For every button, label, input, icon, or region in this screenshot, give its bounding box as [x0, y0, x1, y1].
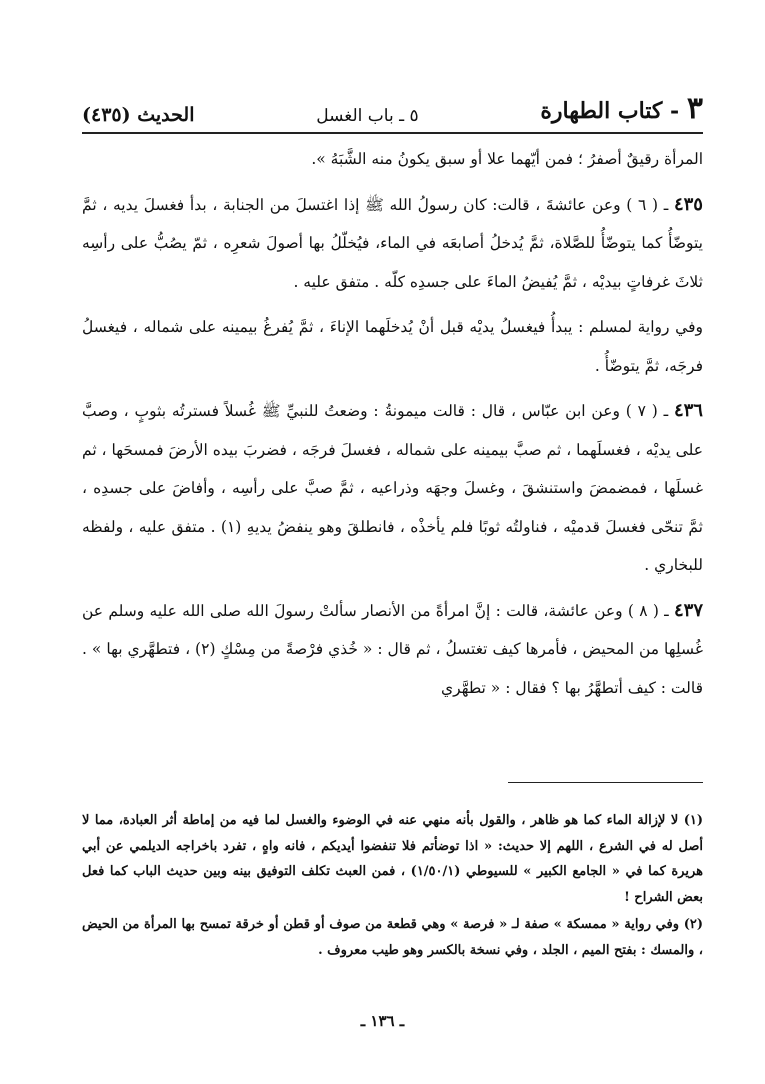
- hadith-range: الحديث (٤٣٥): [82, 104, 195, 126]
- footnote: (١) لا لإزالة الماء كما هو ظاهر ، والقول بأنه منهي عنه في الوضوء والغسل لما فيه من إماطة أثر العبادة، مما لا أصل له في الشرع ، اللهم إلا حديث: « اذا توضأتم فلا تنفضوا أيديكم ، فانه واهٍ ، تفرد باخراجه الديلمي عن أبي هريرة كما في « الجامع الكبير » للسيوطي (١/٥٠/١) ، فمن العبث تكلف التوفيق بينه وبين حديث الباب كما فعل بعض الشراح !: [82, 813, 703, 905]
- paragraph-text: ـ ( ٨ ) وعن عائشة، قالت : إنَّ امرأةً من الأنصار سألتْ رسولَ الله صلى الله عليه وسلم عن غُسلِها من المحيض ، فأمرها كيف تغتسلُ ، ثم قال : « خُذي فرْصةً من مِسْكٍ (٢) ، فتطهَّري بها » . قالت : كيف أتطهَّرُ بها ؟ فقال : « تطهَّري: [82, 601, 703, 697]
- hadith-paragraph: [82, 186, 703, 302]
- chapter-title: ٥ ـ باب الغسل: [316, 106, 419, 126]
- hadith-paragraph: [82, 392, 703, 585]
- paragraph-text: وفي رواية لمسلم : يبدأُ فيغسلُ يديْه قبل أنْ يُدخلَهما الإناءَ ، ثمَّ يُفرغُ بيمينه على شماله ، فيغسلُ فرجَه، ثمَّ يتوضّأُ .: [82, 318, 703, 375]
- footnotes: [82, 808, 703, 965]
- paragraph-text: ـ ( ٦ ) وعن عائشةَ ، قالت: كان رسولُ الله ﷺ إذا اغتسلَ من الجنابة ، بدأ فغسلَ يديه ، ثمَّ يتوضّأُ كما يتوضّأُ للصَّلاة، ثمَّ يُدخلُ أصابعَه في الماء، فيُخلّلُ بها أصولَ شعرِه ، ثمّ يصُبُّ على رأسِه ثلاثَ غرفاتٍ بيديْه ، ثمَّ يُفيضُ الماءَ على جسدِه كلّه . متفق عليه .: [82, 195, 703, 291]
- page-number: ـ ١٣٦ ـ: [360, 1012, 405, 1030]
- paragraph-text: ـ ( ٧ ) وعن ابن عبّاس ، قال : قالت ميمونةُ : وضعتُ للنبيِّ ﷺ غُسلاً فسترتُه بثوبٍ ، وصبَّ على يديْه ، فغسلَهما ، ثم صبَّ بيمينه على شماله ، فغسلَ فرجَه ، فضربَ بيده الأرضَ فمسحَها ، ثم غسلَها ، فمضمضَ واستنشقَ ، وغسلَ وجهَه وذراعيه ، ثمَّ صبَّ على رأسِه ، وأفاضَ على جسدِه ، ثمَّ تنحّى فغسلَ قدميْه ، فناولتُه ثوبًا فلم يأخذْه ، فانطلقَ وهو ينفضُ يديهِ (١) . متفق عليه ، ولفظه للبخاري .: [82, 402, 703, 574]
- header-divider: [82, 132, 703, 134]
- paragraph: [82, 140, 703, 179]
- footnote-divider: [508, 782, 703, 783]
- page-header: [82, 92, 703, 126]
- book-number: ٣: [686, 91, 703, 126]
- paragraph: [82, 308, 703, 385]
- hadith-number: ٤٣٧: [673, 599, 703, 621]
- book-title: [540, 91, 703, 126]
- hadith-number: ٤٣٦: [673, 400, 703, 421]
- book-title-text: - كتاب الطهارة: [540, 98, 680, 124]
- main-text: [82, 140, 703, 714]
- hadith-number: ٤٣٥: [673, 193, 703, 215]
- paragraph-text: المرأة رقيقٌ أصفرُ ؛ فمن أيّهما علا أو سبق يكونُ منه الشَّبَهُ ».: [311, 150, 703, 168]
- hadith-paragraph: [82, 592, 703, 708]
- footnote: (٢) وفي رواية « ممسكة » صفة لـ « فرصة » وهي قطعة من صوف أو قطن أو خرقة تمسح بها المرأة من الحيض ، والمسك : بفتح الميم ، الجلد ، وفي نسخة بالكسر وهو طيب معروف .: [82, 917, 703, 958]
